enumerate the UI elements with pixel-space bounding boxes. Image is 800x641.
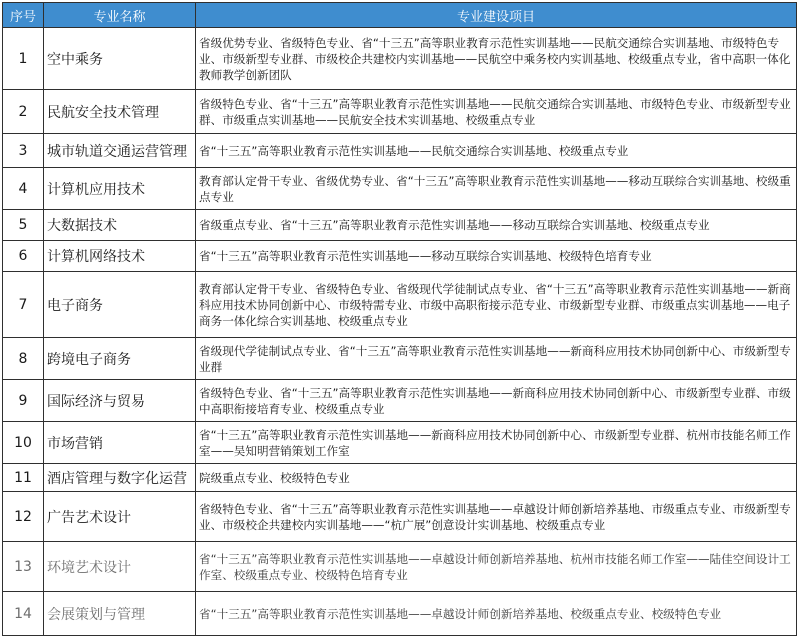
project-description: 院级重点专业、校级特色专业	[196, 464, 797, 492]
row-number: 7	[3, 272, 44, 338]
header-construction-project: 专业建设项目	[196, 3, 797, 28]
project-description: 省“十三五”高等职业教育示范性实训基地——卓越设计师创新培养基地、校级重点专业、校级特色专业	[196, 592, 797, 636]
table-row	[3, 90, 797, 134]
project-description: 省“十三五”高等职业教育示范性实训基地——卓越设计师创新培养基地、杭州市技能名师工作室——陆佳空间设计工作室、校级重点专业、校级特色培育专业	[196, 542, 797, 592]
major-name: 城市轨道交通运营管理	[44, 134, 196, 168]
project-description: 教育部认定骨干专业、省级特色专业、省级现代学徒制试点专业、省“十三五”高等职业教育示范性实训基地——新商科应用技术协同创新中心、市级特需专业、市级中高职衔接示范专业、市级新型专业群、市级重点实训基地——电子商务一体化综合实训基地、校级重点专业	[196, 272, 797, 338]
table-row	[3, 168, 797, 210]
table-row	[3, 542, 797, 592]
major-name: 国际经济与贸易	[44, 380, 196, 422]
major-name: 市场营销	[44, 422, 196, 464]
table-row	[3, 422, 797, 464]
project-description: 省“十三五”高等职业教育示范性实训基地——新商科应用技术协同创新中心、市级新型专业群、杭州市技能名师工作室——吴知明营销策划工作室	[196, 422, 797, 464]
major-name: 空中乘务	[44, 28, 196, 90]
major-name: 大数据技术	[44, 210, 196, 241]
row-number: 8	[3, 338, 44, 380]
table-row	[3, 380, 797, 422]
row-number: 9	[3, 380, 44, 422]
table-row	[3, 492, 797, 542]
row-number: 3	[3, 134, 44, 168]
table-row	[3, 241, 797, 272]
table-row	[3, 28, 797, 90]
project-description: 省“十三五”高等职业教育示范性实训基地——移动互联综合实训基地、校级特色培育专业	[196, 241, 797, 272]
table-row	[3, 592, 797, 636]
major-name: 酒店管理与数字化运营	[44, 464, 196, 492]
project-description: 省级特色专业、省“十三五”高等职业教育示范性实训基地——卓越设计师创新培养基地、市级重点专业、市级新型专业、市级校企共建校内实训基地——“杭广展”创意设计实训基地、校级重点专业	[196, 492, 797, 542]
table-row	[3, 210, 797, 241]
row-number: 5	[3, 210, 44, 241]
table-row	[3, 464, 797, 492]
table-row	[3, 134, 797, 168]
project-description: 省“十三五”高等职业教育示范性实训基地——民航交通综合实训基地、校级重点专业	[196, 134, 797, 168]
row-number: 12	[3, 492, 44, 542]
major-name: 民航安全技术管理	[44, 90, 196, 134]
table-row	[3, 338, 797, 380]
table-row	[3, 272, 797, 338]
row-number: 4	[3, 168, 44, 210]
row-number: 2	[3, 90, 44, 134]
major-name: 计算机网络技术	[44, 241, 196, 272]
header-row	[3, 3, 797, 28]
major-name: 广告艺术设计	[44, 492, 196, 542]
row-number: 1	[3, 28, 44, 90]
major-name: 跨境电子商务	[44, 338, 196, 380]
row-number: 14	[3, 592, 44, 636]
row-number: 11	[3, 464, 44, 492]
project-description: 省级特色专业、省“十三五”高等职业教育示范性实训基地——新商科应用技术协同创新中心、市级新型专业群、市级中高职衔接培育专业、校级重点专业	[196, 380, 797, 422]
header-major-name: 专业名称	[44, 3, 196, 28]
project-description: 教育部认定骨干专业、省级优势专业、省“十三五”高等职业教育示范性实训基地——移动互联综合实训基地、校级重点专业	[196, 168, 797, 210]
project-description: 省级重点专业、省“十三五”高等职业教育示范性实训基地——移动互联综合实训基地、校级重点专业	[196, 210, 797, 241]
major-name: 环境艺术设计	[44, 542, 196, 592]
major-name: 电子商务	[44, 272, 196, 338]
row-number: 6	[3, 241, 44, 272]
project-description: 省级现代学徒制试点专业、省“十三五”高等职业教育示范性实训基地——新商科应用技术协同创新中心、市级新型专业群	[196, 338, 797, 380]
header-serial-number: 序号	[3, 3, 44, 28]
table-header	[3, 3, 797, 28]
row-number: 13	[3, 542, 44, 592]
row-number: 10	[3, 422, 44, 464]
project-description: 省级优势专业、省级特色专业、省“十三五”高等职业教育示范性实训基地——民航交通综合实训基地、市级特色专业、市级新型专业群、市级校企共建校内实训基地——民航空中乘务校内实训基地、校级重点专业，省中高职一体化教师教学创新团队	[196, 28, 797, 90]
major-name: 计算机应用技术	[44, 168, 196, 210]
project-description: 省级特色专业、省“十三五”高等职业教育示范性实训基地——民航交通综合实训基地、市级特色专业、市级新型专业群、市级重点实训基地——民航安全技术实训基地、校级重点专业	[196, 90, 797, 134]
major-construction-table	[2, 2, 797, 636]
table-body	[3, 28, 797, 636]
major-name: 会展策划与管理	[44, 592, 196, 636]
